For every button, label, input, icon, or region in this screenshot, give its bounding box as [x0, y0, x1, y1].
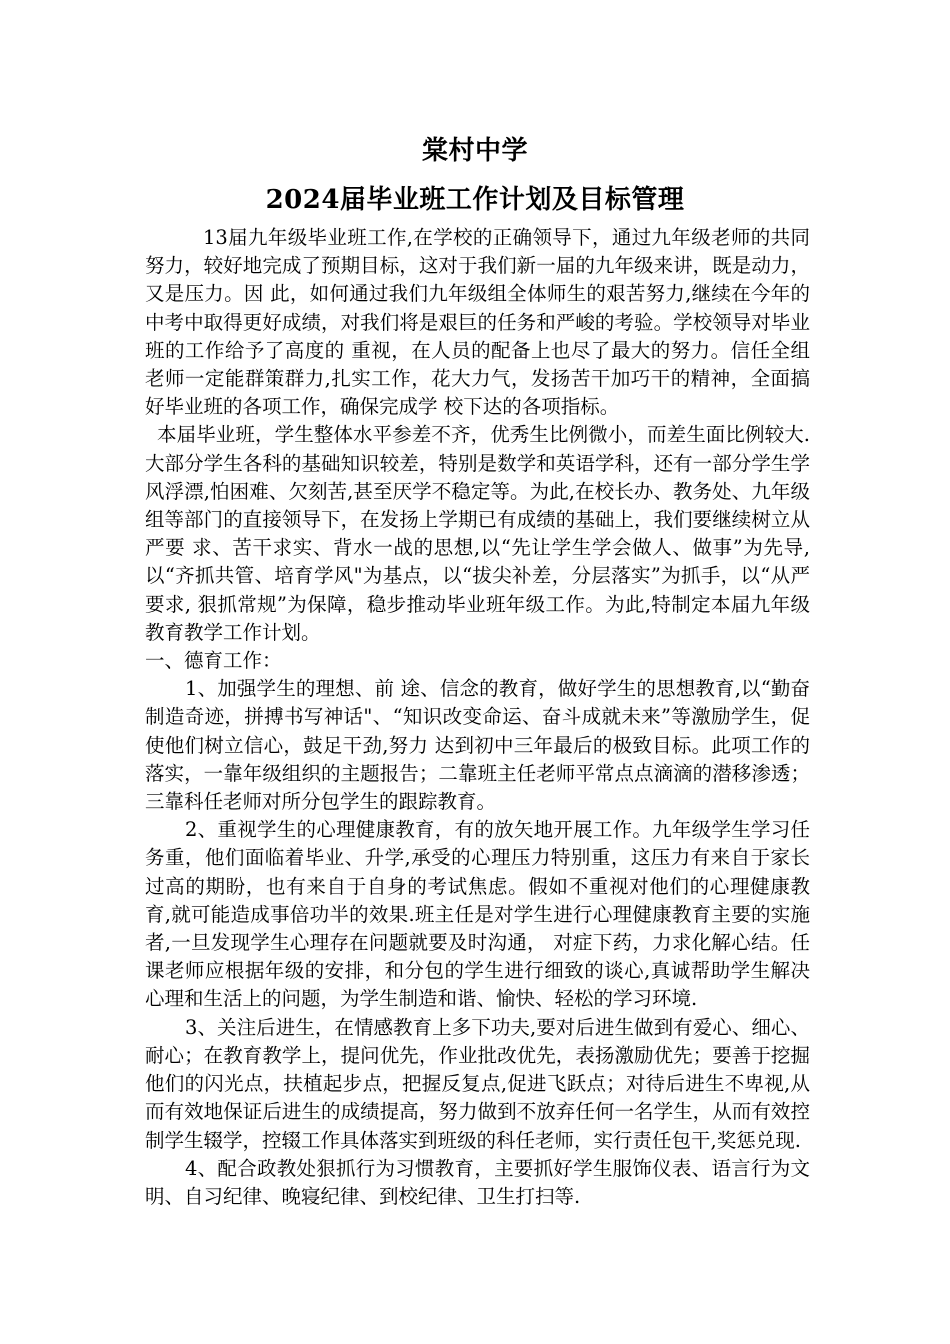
paragraph-item-4: 4、配合政教处狠抓行为习惯教育，主要抓好学生服饰仪表、语言行为文明、自习纪律、晚寝纪律、到校纪律、卫生打扫等. — [145, 1156, 810, 1208]
document-body — [145, 224, 810, 1211]
paragraph-item-1: 1、加强学生的理想、前 途、信念的教育，做好学生的思想教育,以“勤奋制造奇迹，拼搏书写神话"、“知识改变命运、奋斗成就未来”等激励学生，促使他们树立信心，鼓足干劲,努力 达到初中三年最后的极致目标。此项工作的落实，一靠年级组织的主题报告；二靠班主任老师平常点点滴滴的潜移渗透；三靠科任老师对所分包学生的跟踪教育。 — [145, 677, 810, 814]
paragraph-intro: 13届九年级毕业班工作,在学校的正确领导下，通过九年级老师的共同努力，较好地完成了预期目标，这对于我们新一届的九年级来讲，既是动力，又是压力。因 此，如何通过我们九年级组全体师生的艰苦努力,继续在今年的中考中取得更好成绩，对我们将是艰巨的任务和严峻的考验。学校领导对毕业班的工作给予了高度的 重视，在人员的配备上也尽了最大的努力。信任全组老师一定能群策群力,扎实工作，花大力气，发扬苦干加巧干的精神，全面搞好毕业班的各项工作，确保完成学 校下达的各项指标。 — [145, 226, 810, 419]
school-name-title: 棠村中学 — [421, 136, 528, 166]
paragraph-item-2: 2、重视学生的心理健康教育，有的放矢地开展工作。九年级学生学习任务重，他们面临着毕业、升学,承受的心理压力特别重，这压力有来自于家长过高的期盼，也有来自于自身的考试焦虑。假如不重视对他们的心理健康教育,就可能造成事倍功半的效果.班主任是对学生进行心理健康教育主要的实施者,一旦发现学生心理存在问题就要及时沟通， 对症下药，力求化解心结。任课老师应根据年级的安排，和分包的学生进行细致的谈心,真诚帮助学生解决心理和生活上的问题，为学生制造和谐、愉快、轻松的学习环境. — [145, 818, 810, 1011]
section-heading-moral-education: 一、德育工作： — [145, 649, 282, 673]
paragraph-item-3: 3、关注后进生，在情感教育上多下功夫,要对后进生做到有爱心、细心、耐心；在教育教学上，提问优先，作业批改优先，表扬激励优先；要善于挖掘他们的闪光点，扶植起步点，把握反复点,促进飞跃点；对待后进生不卑视,从而有效地保证后进生的成绩提高，努力做到不放弃任何一名学生，从而有效控制学生辍学，控辍工作具体落实到班级的科任老师，实行责任包干,奖惩兑现. — [145, 1015, 810, 1152]
plan-title: 2024届毕业班工作计划及目标管理 — [265, 185, 685, 215]
paragraph-situation: 本届毕业班，学生整体水平参差不齐，优秀生比例微小，而差生面比例较大.大部分学生各科的基础知识较差，特别是数学和英语学科，还有一部分学生学 风浮漂,怕困难、欠刻苦,甚至厌学不稳定等。为此,在校长办、教务处、九年级组等部门的直接领导下，在发扬上学期已有成绩的基础上，我们要继续树立从严要 求、苦干求实、背水一战的思想,以“先让学生学会做人、做事”为先导,以“齐抓共管、培育学风"为基点，以“拔尖补差，分层落实”为抓手，以“从严要求, 狠抓常规”为保障，稳步推动毕业班年级工作。为此,特制定本届九年级教育教学工作计划。 — [145, 423, 810, 644]
